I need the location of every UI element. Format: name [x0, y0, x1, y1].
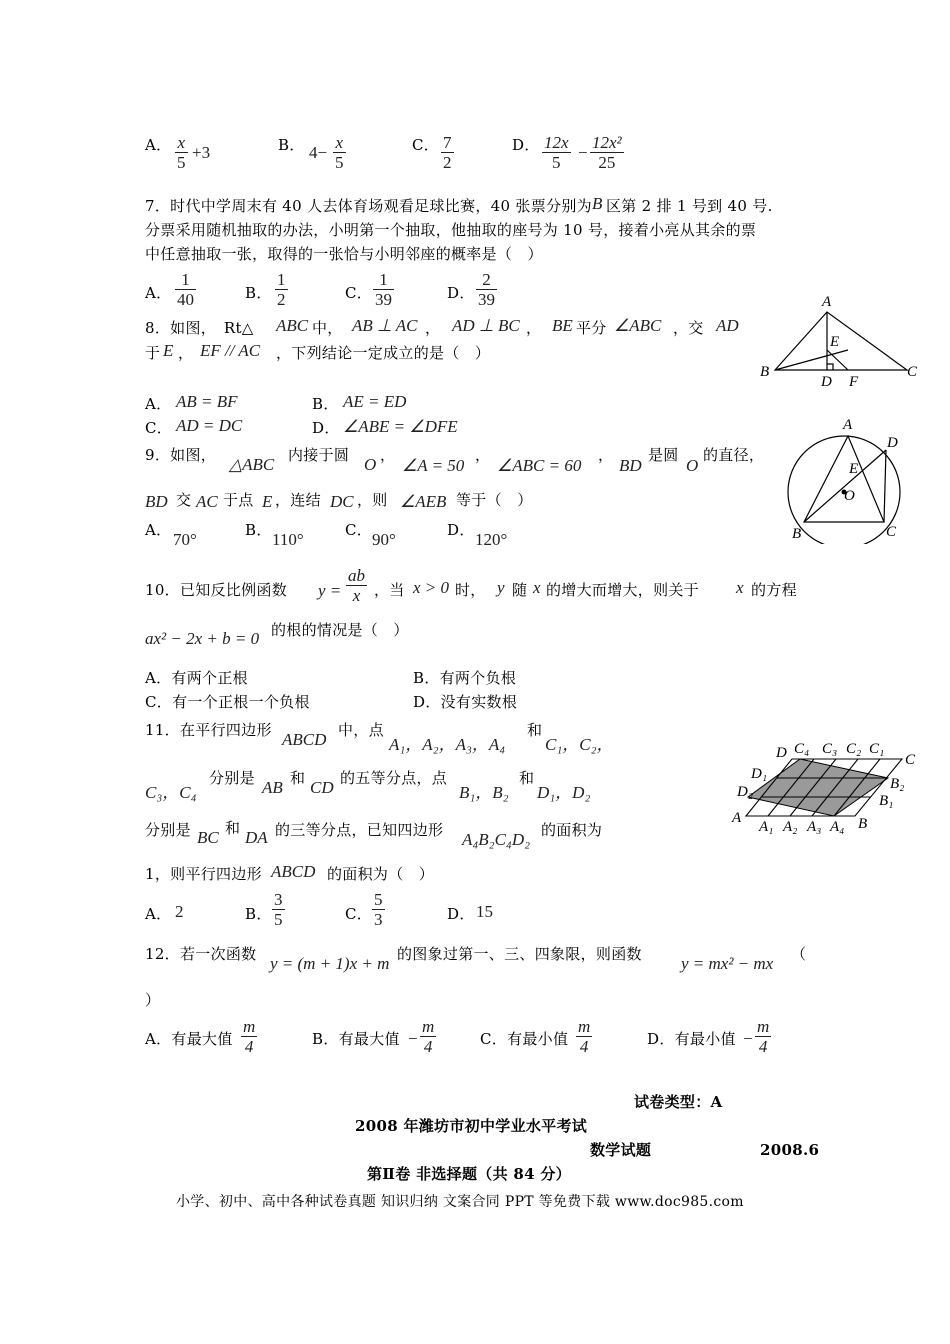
q9-p3: ， [380, 446, 396, 464]
q10-b: B．有两个负根 [413, 669, 517, 687]
q10-m3: y [497, 578, 505, 597]
q8-m6: AD [716, 316, 739, 335]
q12-d-num: m [757, 1017, 770, 1036]
q8-c-val: AD = DC [176, 416, 243, 435]
q10-a: A．有两个正根 [145, 669, 248, 687]
q8-c-label: C． [145, 419, 173, 437]
q10-p2: ，当 [374, 581, 405, 599]
q9-m4: ∠ABC = 60 [497, 456, 582, 475]
q12-a-den: 4 [244, 1037, 254, 1056]
q10-m1-head: y = [318, 581, 342, 600]
q9-fig-label-d: D [887, 435, 898, 451]
q11-c-num: 5 [374, 890, 383, 909]
exam-title: 2008 年潍坊市初中学业水平考试 [355, 1117, 588, 1135]
q6-a-fraction [175, 133, 188, 172]
q9-p8: 交 [176, 491, 192, 509]
q9-d-label: D． [447, 521, 475, 539]
q9-c-val: 90° [372, 530, 396, 549]
q8-p9: ，下列结论一定成立的是（ ） [276, 344, 491, 362]
q8-a-label: A． [145, 395, 172, 413]
q12-d-fraction [755, 1017, 771, 1056]
q7-b-label: B． [245, 284, 272, 302]
q9-m3: ∠A = 50 [402, 456, 465, 475]
q6-c-fraction [441, 133, 454, 172]
q8-a-val: AB = BF [176, 392, 238, 411]
q12-m1: y = (m + 1)x + m [270, 954, 390, 973]
q6-b-fraction [333, 133, 346, 172]
q9-m9: E [262, 492, 273, 511]
q9-m6: O [686, 456, 699, 475]
q11-m10: DA [245, 828, 268, 847]
q7-c-den: 39 [375, 290, 392, 309]
q7-line3: 中任意抽取一张，取得的一张恰与小明邻座的概率是（ ） [145, 245, 543, 263]
q12-c-den: 4 [579, 1037, 589, 1056]
q12-b-label: B．有最大值 [312, 1030, 400, 1048]
q8-m1: ABC [276, 316, 309, 335]
q11-m9: BC [197, 828, 219, 847]
q8-fig-label-f: F [849, 374, 859, 390]
q6-a-den: 5 [177, 153, 186, 172]
exam-date: 2008.6 [760, 1141, 820, 1159]
q8-d-val: ∠ABE = ∠DFE [343, 417, 458, 436]
q11-m4: C₃，C₄ [145, 783, 197, 802]
q11-fig-label-d1: D₁ [751, 766, 768, 782]
q7-d-label: D． [447, 284, 475, 302]
q11-fig-label-c4: C₄ [794, 741, 810, 757]
q11-m3: C₁，C₂， [545, 735, 614, 754]
q8-p7: 于 [145, 344, 161, 362]
q11-m7: B₁，B₂ [459, 783, 509, 802]
q8-p3: ， [425, 319, 441, 337]
q8-m5: ∠ABC [614, 316, 662, 335]
q10-m5: x [736, 578, 744, 597]
q11-b-label: B． [245, 905, 272, 923]
q9-fig-label-e: E [849, 461, 859, 477]
q7-c-num: 1 [379, 270, 388, 289]
q12-b-sign: − [408, 1029, 418, 1048]
q8-p4: ， [526, 319, 542, 337]
q12-p3: （ [791, 945, 807, 963]
q11-fig-label-c3: C₃ [822, 741, 838, 757]
q6-d-den1: 5 [552, 153, 561, 172]
q8-d-label: D． [312, 419, 340, 437]
q8-p8: ， [178, 344, 194, 362]
q11-p1: 11．在平行四边形 [145, 721, 272, 739]
q10-p4: 随 [512, 581, 528, 599]
q7-c-fraction [373, 270, 394, 309]
q8-b-val: AE = ED [343, 392, 407, 411]
q11-p7: 和 [519, 769, 535, 787]
q6-b-den: 5 [335, 153, 344, 172]
q11-b-den: 5 [274, 910, 283, 929]
q12-b-num: m [422, 1017, 435, 1036]
q12-b-den: 4 [423, 1037, 433, 1056]
q7-c-label: C． [345, 284, 373, 302]
q11-fig-label-b2: B₂ [890, 776, 905, 792]
q12-a-fraction [241, 1017, 257, 1056]
q11-fig-label-a2: A₂ [783, 819, 798, 835]
q8-p6: ，交 [673, 319, 704, 337]
q8-triangle-figure [755, 288, 925, 393]
q11-d-val: 15 [476, 902, 493, 921]
q12-d-den: 4 [758, 1037, 768, 1056]
section-heading: 第Ⅱ卷 非选择题（共 84 分） [367, 1165, 571, 1183]
q10-m6: ax² − 2x + b = 0 [145, 629, 260, 648]
q11-b-fraction [272, 890, 285, 929]
q7-a-label: A． [145, 284, 172, 302]
q8-p1: 8．如图， Rt△ [145, 319, 254, 337]
q8-m8: EF // AC [200, 341, 261, 360]
q10-m2: x > 0 [413, 578, 450, 597]
q6-c-num: 7 [443, 133, 452, 152]
q11-m6: CD [310, 778, 334, 797]
q6-d-num2: 12x² [592, 133, 622, 152]
q11-fig-label-d: D [776, 745, 787, 761]
q8-m4: BE [552, 316, 573, 335]
q7-line1a: 7．时代中学周末有 40 人去体育场观看足球比赛，40 张票分别为 [145, 197, 592, 215]
q9-p10: ，连结 [275, 491, 321, 509]
q7-d-num: 2 [482, 270, 491, 289]
q7-b-num: 1 [277, 270, 286, 289]
q12-c-fraction [576, 1017, 592, 1056]
q7-d-fraction [476, 270, 497, 309]
q6-a-label: A． [145, 136, 172, 154]
q7-a-den: 40 [177, 290, 194, 309]
q6-c-den: 2 [443, 153, 452, 172]
q9-m7: BD [145, 492, 168, 511]
q6-d-minus: − [578, 143, 588, 162]
q12-p4: ） [145, 991, 161, 1009]
q9-m8: AC [196, 492, 218, 511]
q8-p2: 中， [312, 319, 343, 337]
q8-fig-label-a: A [822, 294, 832, 310]
q9-p1: 9．如图， [145, 446, 217, 464]
subject-title: 数学试题 [590, 1141, 652, 1159]
q11-fig-label-a4: A₄ [830, 819, 845, 835]
q8-fig-label-b: B [760, 364, 770, 380]
q7-a-num: 1 [181, 270, 190, 289]
q7-line2: 分票采用随机抽取的办法，小明第一个抽取，他抽取的座号为 10 号，接着小亮从其余的票 [145, 221, 757, 239]
q6-a-num: x [177, 133, 186, 152]
q11-p2: 中，点 [338, 721, 384, 739]
q11-p3: 和 [527, 721, 543, 739]
q11-parallelogram-figure [728, 738, 923, 838]
q12-a-label: A．有最大值 [145, 1030, 233, 1048]
q11-fig-label-b: B [858, 816, 868, 832]
q9-p7: 的直径， [703, 446, 765, 464]
q9-d-val: 120° [475, 530, 508, 549]
q10-m1-den: x [352, 586, 361, 605]
q11-c-label: C． [345, 905, 373, 923]
q9-p11: ，则 [357, 491, 388, 509]
q11-p6: 的五等分点，点 [340, 769, 448, 787]
q6-d-fraction2 [590, 133, 624, 172]
q9-a-label: A． [145, 521, 172, 539]
q11-fig-label-b1: B₁ [879, 793, 894, 809]
q9-p9: 于点 [223, 491, 254, 509]
q11-m2: A₁，A₂，A₃，A₄ [389, 735, 506, 754]
q6-d-num1: 12x [544, 133, 569, 152]
q12-m2: y = mx² − mx [681, 954, 774, 973]
q11-p4: 分别是 [209, 769, 255, 787]
q12-c-label: C．有最小值 [480, 1030, 569, 1048]
q6-b-head: 4− [309, 143, 328, 162]
q7-line1b: B [592, 194, 603, 213]
q10-c: C．有一个正根一个负根 [145, 693, 310, 711]
q6-d-label: D． [512, 136, 540, 154]
q10-d: D．没有实数根 [413, 693, 518, 711]
q11-p10: 的三等分点，已知四边形 [275, 821, 444, 839]
q12-c-num: m [578, 1017, 591, 1036]
q12-p1: 12．若一次函数 [145, 945, 257, 963]
q12-d-label: D．有最小值 [647, 1030, 736, 1048]
q7-a-fraction [175, 270, 196, 309]
q11-p12: 1，则平行四边形 [145, 865, 262, 883]
q11-fig-label-c2: C₂ [846, 741, 862, 757]
q9-p2: 内接于圆 [288, 446, 350, 464]
q10-p7: 的根的情况是（ ） [271, 621, 409, 639]
q12-a-num: m [243, 1017, 256, 1036]
q12-b-fraction [420, 1017, 436, 1056]
q11-c-fraction [372, 890, 385, 929]
q9-circle-figure [780, 414, 915, 544]
q11-a-label: A． [145, 905, 172, 923]
q11-m5: AB [262, 778, 283, 797]
q11-p9: 和 [225, 819, 241, 837]
q9-fig-label-b: B [792, 526, 802, 542]
q11-p5: 和 [290, 769, 306, 787]
q11-m1: ABCD [282, 730, 327, 749]
q11-a-val: 2 [175, 902, 184, 921]
q10-m4: x [533, 578, 541, 597]
q9-m5: BD [619, 456, 642, 475]
q8-m7: E [163, 341, 174, 360]
q11-p11: 的面积为 [541, 821, 603, 839]
q9-m10: DC [330, 492, 354, 511]
paper-type: 试卷类型：A [634, 1093, 723, 1111]
q9-p5: ， [598, 446, 614, 464]
q9-p4: ， [475, 446, 491, 464]
q11-p8: 分别是 [145, 821, 191, 839]
q9-m2: O [364, 455, 377, 474]
q6-d-fraction1 [542, 133, 571, 172]
q6-a-tail: +3 [192, 143, 211, 162]
q11-b-num: 3 [274, 890, 283, 909]
q10-m1-fraction [346, 566, 367, 605]
q8-m3: AD ⊥ BC [452, 316, 520, 335]
q8-fig-label-c: C [907, 364, 918, 380]
q7-d-den: 39 [478, 290, 495, 309]
q9-b-label: B． [245, 521, 272, 539]
q12-p2: 的图象过第一、三、四象限，则函数 [397, 945, 642, 963]
q7-b-den: 2 [277, 290, 286, 309]
q11-c-den: 3 [374, 910, 383, 929]
q8-fig-label-e: E [830, 334, 840, 350]
q9-p6: 是圆 [648, 446, 679, 464]
q9-fig-label-o: O [844, 488, 855, 504]
q10-p6: 的方程 [751, 581, 797, 599]
q11-fig-label-d2: D₂ [737, 784, 754, 800]
q9-fig-label-a: A [843, 417, 853, 433]
q8-b-label: B． [312, 395, 339, 413]
q11-m12: ABCD [271, 862, 316, 881]
q10-m1-num: ab [348, 566, 365, 585]
q9-m1: △ABC [229, 455, 275, 474]
q11-fig-label-a3: A₃ [807, 819, 822, 835]
q9-b-val: 110° [272, 530, 304, 549]
q11-m8: D₁，D₂ [537, 783, 591, 802]
q10-p5: 的增大而增大，则关于 [546, 581, 700, 599]
q10-p1: 10．已知反比例函数 [145, 581, 288, 599]
q9-m11: ∠AEB [400, 492, 447, 511]
q7-line1c: 区第 2 排 1 号到 40 号. [606, 197, 773, 215]
q10-p3: 时， [455, 581, 486, 599]
q6-b-num: x [335, 133, 344, 152]
q11-fig-label-c1: C₁ [869, 741, 885, 757]
q12-d-sign: − [743, 1029, 753, 1048]
q11-fig-label-a1: A₁ [759, 819, 774, 835]
q9-c-label: C． [345, 521, 373, 539]
q9-a-val: 70° [173, 530, 197, 549]
q11-d-label: D． [447, 905, 475, 923]
q9-fig-label-c: C [886, 524, 897, 540]
download-ad-text: 小学、初中、高中各种试卷真题 知识归纳 文案合同 PPT 等免费下载 www.doc985.com [176, 1194, 744, 1210]
q8-fig-label-d: D [821, 374, 832, 390]
q11-p13: 的面积为（ ） [327, 865, 435, 883]
q8-m2: AB ⊥ AC [352, 316, 418, 335]
q7-b-fraction [275, 270, 288, 309]
q11-fig-label-c: C [905, 752, 916, 768]
q6-d-den2: 25 [598, 153, 616, 172]
q11-fig-label-a: A [732, 810, 742, 826]
q6-c-label: C． [412, 136, 440, 154]
q11-m11: A₄B₂C₄D₂ [462, 830, 531, 849]
q9-p12: 等于（ ） [456, 491, 533, 509]
q6-b-label: B． [278, 136, 305, 154]
q8-p5: 平分 [576, 319, 607, 337]
